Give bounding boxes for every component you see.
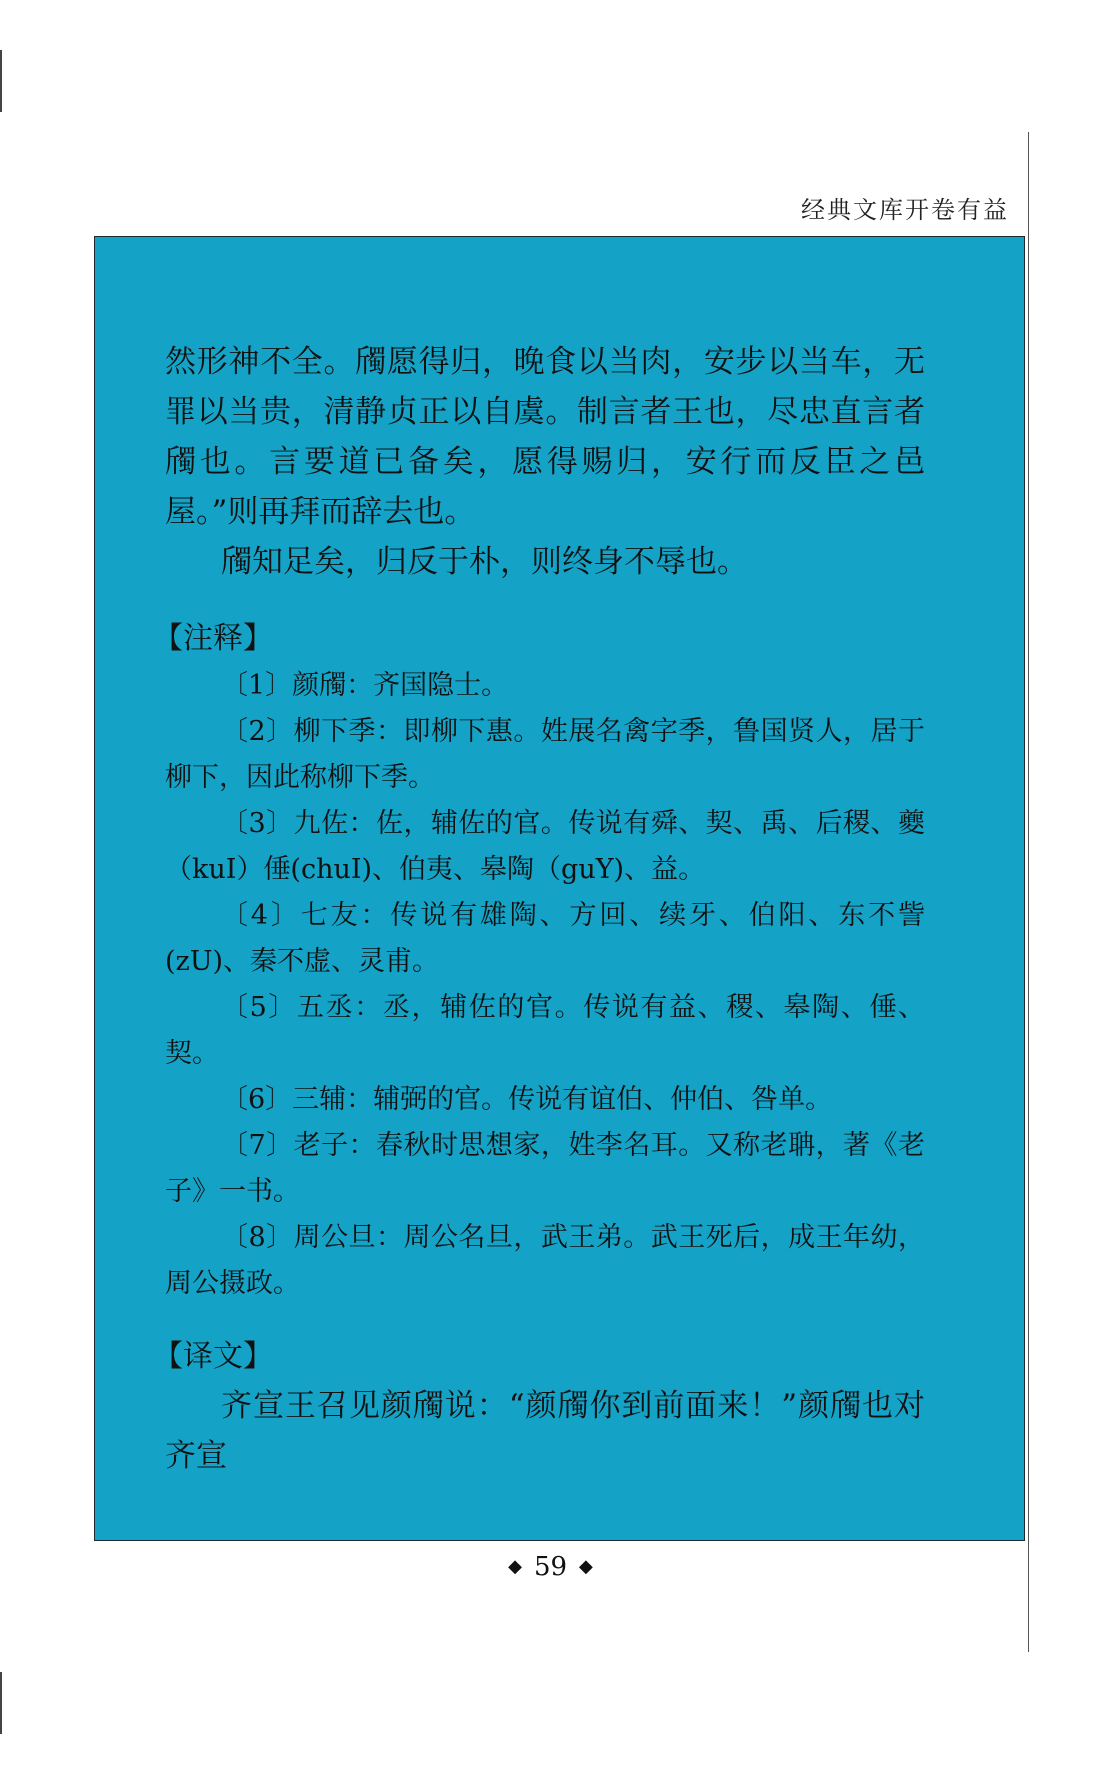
note-item: 〔3〕九佐：佐，辅佐的官。传说有舜、契、禹、后稷、夔（kuI）倕(chuI)、伯夷、皋陶（guY)、益。 [165, 808, 925, 885]
note-item: 〔4〕七友：传说有雄陶、方回、续牙、伯阳、东不訾(zU)、秦不虚、灵甫。 [165, 900, 925, 977]
page-number: 59 [533, 1552, 568, 1582]
page-body [153, 337, 925, 1481]
page-footer [0, 1552, 1101, 1582]
note-item: 〔6〕三辅：辅弼的官。传说有谊伯、仲伯、咎单。 [221, 1084, 833, 1115]
note-item: 〔7〕老子：春秋时思想家，姓李名耳。又称老聃，著《老子》一书。 [165, 1130, 925, 1207]
note-item: 〔1〕颜斶：齐国隐士。 [221, 670, 509, 701]
diamond-icon: ◆ [579, 1556, 593, 1577]
content-panel [94, 236, 1025, 1541]
diamond-icon: ◆ [508, 1556, 522, 1577]
page-edge-rule [1028, 132, 1029, 1652]
crop-mark-bottom [0, 1672, 2, 1734]
translation-heading: 【译文】 [153, 1339, 273, 1374]
notes-section [153, 619, 925, 1307]
body-paragraph-2: 斶知足矣，归反于朴，则终身不辱也。 [221, 544, 748, 580]
body-paragraph-1: 然形神不全。斶愿得归，晚食以当肉，安步以当车，无罪以当贵，清静贞正以自虞。制言者王也，尽忠直言者斶也。言要道已备矣，愿得赐归，安行而反臣之邑屋。”则再拜而辞去也。 [165, 344, 925, 530]
running-head: 经典文库开卷有益 [801, 196, 1009, 224]
translation-section [153, 1337, 925, 1481]
note-item: 〔2〕柳下季：即柳下惠。姓展名禽字季，鲁国贤人，居于柳下，因此称柳下季。 [165, 716, 925, 793]
note-item: 〔8〕周公旦：周公名旦，武王弟。武王死后，成王年幼，周公摄政。 [165, 1222, 925, 1299]
notes-heading: 【注释】 [153, 621, 273, 656]
crop-mark-top [0, 50, 2, 112]
translation-paragraph: 齐宣王召见颜斶说：“颜斶你到前面来！”颜斶也对齐宣 [165, 1388, 925, 1474]
note-item: 〔5〕五丞：丞，辅佐的官。传说有益、稷、皋陶、倕、契。 [165, 992, 925, 1069]
